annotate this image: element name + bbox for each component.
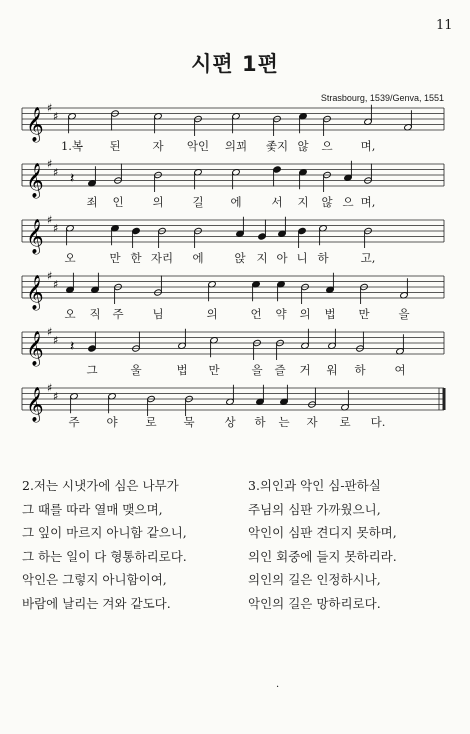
lyric-syllable: 로: [339, 415, 351, 429]
lyric-syllable: 된: [109, 139, 121, 153]
page-title: 시편 1편: [191, 52, 279, 76]
lyric-syllable: 언: [250, 307, 262, 321]
lyric-syllable: 만: [208, 363, 220, 377]
lyric-syllable: 의: [299, 307, 311, 321]
sharp-icon: ♯: [47, 381, 53, 395]
lyrics-row: [0, 194, 470, 208]
lyric-syllable: 며,: [360, 195, 376, 209]
lyric-syllable: 거: [299, 363, 311, 377]
lyric-syllable: 에: [192, 251, 204, 265]
lyric-syllable: 으: [342, 195, 354, 209]
lyric-syllable: 오: [64, 307, 76, 321]
verse-line: 악인은 그렇지 아니함이여,: [22, 572, 167, 587]
verse-line: 그 잎이 마르지 아니함 같으니,: [22, 525, 187, 540]
sharp-icon: ♯: [47, 269, 53, 283]
verse-line: 바람에 날리는 겨와 같도다.: [22, 595, 171, 611]
lyric-syllable: 주: [112, 307, 124, 321]
verse-line: 의인 회중에 들지 못하리라.: [248, 548, 397, 564]
lyric-syllable: 약: [275, 307, 287, 321]
lyric-syllable: 야: [106, 415, 118, 429]
verse-line: 3.의인과 악인 심-판하실: [248, 478, 381, 493]
treble-clef-icon: 𝄞: [26, 275, 44, 310]
lyric-syllable: 의: [152, 195, 164, 209]
lyric-syllable: 좇지: [265, 139, 289, 153]
lyric-syllable: 그: [86, 363, 98, 377]
sharp-icon: ♯: [53, 109, 59, 123]
sharp-icon: ♯: [53, 277, 59, 291]
sharp-icon: ♯: [53, 333, 59, 347]
page-number: 11: [436, 18, 453, 33]
treble-clef-icon: 𝄞: [26, 107, 44, 142]
verse-line: 악인이 심판 견디지 못하며,: [248, 525, 397, 540]
lyrics-row: [0, 138, 470, 152]
rest-icon: 𝄽: [70, 338, 75, 355]
lyric-syllable: 에: [230, 195, 242, 209]
lyric-syllable: 고,: [360, 251, 376, 265]
lyrics-row: [0, 414, 470, 428]
lyric-syllable: 인: [112, 195, 124, 209]
lyric-syllable: 하: [254, 415, 266, 429]
lyric-syllable: 니: [296, 251, 308, 265]
lyric-syllable: 법: [176, 363, 188, 377]
lyric-syllable: 악인: [186, 139, 210, 153]
lyric-syllable: 지: [256, 251, 268, 265]
lyric-syllable: 한: [130, 251, 142, 265]
sharp-icon: ♯: [47, 157, 53, 171]
lyric-syllable: 을: [398, 307, 410, 321]
lyric-syllable: 자: [306, 415, 318, 429]
lyric-syllable: 의꾀: [224, 139, 248, 153]
lyric-syllable: 울: [130, 363, 142, 377]
rest-icon: 𝄽: [70, 170, 75, 187]
treble-clef-icon: 𝄞: [26, 219, 44, 254]
verse-line: 그 때를 따라 열매 맺으며,: [22, 501, 163, 517]
verse-line: 주님의 심판 가까웠으니,: [248, 501, 381, 517]
treble-clef-icon: 𝄞: [26, 163, 44, 198]
lyric-syllable: 법: [324, 307, 336, 321]
lyric-syllable: 않: [297, 139, 309, 153]
lyric-syllable: 자: [152, 139, 164, 153]
lyric-syllable: 묵: [183, 415, 195, 429]
lyric-syllable: 상: [224, 415, 236, 429]
lyric-syllable: 즐: [274, 363, 286, 377]
verse-line: 의인의 길은 인정하시나,: [248, 572, 381, 587]
lyrics-row: [0, 250, 470, 264]
sharp-icon: ♯: [47, 325, 53, 339]
footer-mark: ·: [276, 682, 280, 693]
lyrics-row: [0, 362, 470, 376]
verse-column-3: [248, 474, 470, 615]
lyric-syllable: 오: [64, 251, 76, 265]
lyric-syllable: 앉: [234, 251, 246, 265]
lyric-syllable: 으: [321, 139, 333, 153]
lyric-syllable: 서: [271, 195, 283, 209]
lyric-syllable: 는: [278, 415, 290, 429]
lyric-syllable: 주: [68, 415, 80, 429]
lyric-syllable: 만: [109, 251, 121, 265]
lyric-syllable: 로: [145, 415, 157, 429]
sharp-icon: ♯: [53, 389, 59, 403]
lyric-syllable: 하: [317, 251, 329, 265]
lyric-syllable: 않: [321, 195, 333, 209]
lyric-syllable: 의: [206, 307, 218, 321]
treble-clef-icon: 𝄞: [26, 387, 44, 422]
lyric-syllable: 지: [297, 195, 309, 209]
verse-line: 그 하는 일이 다 형통하리로다.: [22, 548, 187, 564]
source-credit: Strasbourg, 1539/Genva, 1551: [320, 93, 444, 103]
lyric-syllable: 다.: [370, 415, 386, 429]
lyric-syllable: 길: [192, 195, 204, 209]
verse-column-2: [22, 474, 252, 615]
verse-line: 악인의 길은 망하리로다.: [248, 595, 381, 611]
lyric-syllable: 여: [394, 363, 406, 377]
verses-section: [0, 474, 470, 614]
lyric-syllable: 직: [89, 307, 101, 321]
sharp-icon: ♯: [53, 165, 59, 179]
lyric-syllable: 아: [276, 251, 288, 265]
lyric-syllable: 워: [326, 363, 338, 377]
treble-clef-icon: 𝄞: [26, 331, 44, 366]
lyric-syllable: 을: [251, 363, 263, 377]
lyric-syllable: 하: [354, 363, 366, 377]
lyrics-row: [0, 306, 470, 320]
sharp-icon: ♯: [47, 101, 53, 115]
lyric-syllable: 죄: [86, 195, 98, 209]
lyric-syllable: 자리: [150, 251, 174, 265]
verse-line: 2.저는 시냇가에 심은 나무가: [22, 478, 179, 493]
lyric-syllable: 만: [358, 307, 370, 321]
sharp-icon: ♯: [53, 221, 59, 235]
lyric-syllable: 며,: [360, 139, 376, 153]
lyric-syllable: 님: [152, 307, 164, 321]
sharp-icon: ♯: [47, 213, 53, 227]
lyric-syllable: 1.복: [60, 139, 84, 153]
